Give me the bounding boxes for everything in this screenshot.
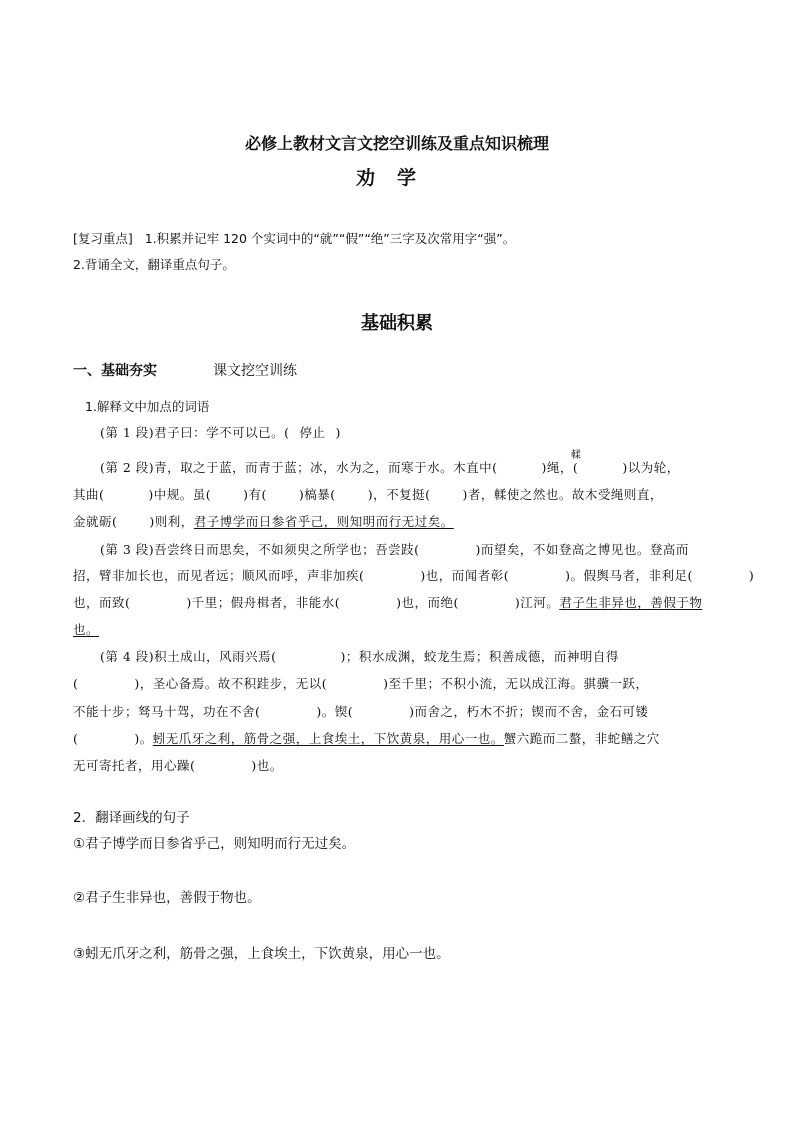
para4-line-3	[73, 702, 649, 720]
lesson-title: 劝学	[355, 167, 438, 189]
para2-text: )，不复挺(	[367, 487, 431, 502]
para3-text: )也，而闻者彰(	[420, 568, 510, 583]
translate-sentence-2: ②君子生非异也，善假于物也。	[73, 890, 261, 906]
para4-text: )至千里；不积小流，无以成江海。骐骥一跃，	[383, 676, 649, 691]
para2-text: )槁暴(	[298, 487, 336, 502]
underlined-sentence-2-end: 也。	[73, 622, 100, 637]
para4-text: 不能十步；驽马十驾，功在不舍(	[73, 704, 261, 719]
para4-text: )也。	[251, 758, 283, 773]
para4-text: (	[73, 731, 79, 746]
para4-line-1	[100, 647, 619, 665]
ruby-char	[570, 450, 582, 475]
para2-text: )绳，	[541, 460, 573, 475]
exercise2-heading: 2．翻译画线的句子	[73, 810, 190, 826]
para3-line-1	[100, 540, 689, 558]
underlined-sentence-3: 蚓无爪牙之利，筋骨之强，上食埃土，下饮黄泉，用心一也。	[152, 731, 504, 746]
para4-line-5	[73, 756, 283, 774]
para1-close: )	[335, 425, 341, 440]
para4-text: )。	[134, 731, 153, 746]
para4-text: (第 4 段)积土成山，风雨兴焉(	[100, 649, 277, 664]
para2-line-1	[100, 450, 680, 476]
translate-sentence-3: ③蚓无爪牙之利，筋骨之强，上食埃土，下饮黄泉，用心一也。	[73, 946, 450, 962]
para4-text: 蟹六跪而二螯，非蛇鳝之穴	[503, 731, 660, 746]
para1-answer: 停止	[299, 425, 326, 440]
para1-text: (第 1 段)君子曰：学不可以已。(	[100, 425, 290, 440]
para2-text: (第 2 段)青，取之于蓝，而青于蓝；冰，水为之，而寒于水。木直中(	[100, 460, 498, 475]
para1-line	[100, 423, 341, 441]
para4-text: 无可寄托者，用心躁(	[73, 758, 196, 773]
part1-subtitle: 课文挖空训练	[213, 363, 297, 379]
para4-text: )，圣心备焉。故不积跬步，无以(	[134, 676, 328, 691]
translate-sentence-1: ①君子博学而日参省乎己，则知明而行无过矣。	[73, 836, 356, 852]
para3-text: (第 3 段)吾尝终日而思矣，不如须臾之所学也；吾尝跂(	[100, 542, 420, 557]
exercise1-heading: 1.解释文中加点的词语	[85, 399, 210, 414]
part1-heading	[73, 360, 297, 380]
para2-text: )者，輮使之然也。故木受绳则直，	[462, 487, 663, 502]
para3-text: )。假舆马者，非利足(	[565, 568, 693, 583]
underlined-sentence-2: 君子生非异也，善假于物	[559, 595, 703, 610]
section-title: 基础积累	[361, 313, 433, 334]
document-title: 必修上教材文言文挖空训练及重点知识梳理	[244, 134, 549, 153]
para4-text: )；积水成渊，蛟龙生焉；积善成德，而神明自得	[340, 649, 619, 664]
para2-text: )中规。虽(	[148, 487, 212, 502]
para3-text: )	[748, 568, 755, 583]
para4-text: )而舍之，朽木不折；锲而不舍，金石可镂	[409, 704, 649, 719]
para3-text: 也，而致(	[73, 595, 131, 610]
para2-text: 其曲(	[73, 487, 105, 502]
para2-text: )有(	[243, 487, 267, 502]
review-tag: [复习重点]	[73, 231, 133, 246]
para3-text: )也，而绝(	[396, 595, 459, 610]
para4-text: (	[73, 676, 79, 691]
para3-line-3	[73, 593, 702, 611]
para3-line-4	[73, 620, 99, 638]
para3-text: 招，臂非加长也，而见者远；顺风而呼，声非加疾(	[73, 568, 365, 583]
para2-text: (	[572, 460, 579, 475]
underlined-sentence-1: 君子博学而日参省乎己，则知明而行无过矣。	[193, 514, 454, 529]
para2-text: 金就砺(	[73, 514, 118, 529]
review-text-1: 1.积累并记牢 120 个实词中的“就”“假”“绝”三字及次常用字“强”。	[144, 231, 516, 246]
part1-title: 一、基础夯实	[73, 363, 157, 379]
review-point-2: 2.背诵全文，翻译重点句子。	[73, 257, 235, 272]
para4-line-4	[73, 729, 660, 747]
para2-text: )则利，	[149, 514, 194, 529]
ruby-annotation: 輮	[570, 450, 582, 461]
para4-line-2	[73, 674, 649, 692]
para4-text: )。锲(	[316, 704, 354, 719]
para3-text: )江河。	[514, 595, 560, 610]
para2-line-3	[73, 512, 454, 530]
review-point-1	[73, 229, 515, 247]
para2-line-2	[73, 485, 663, 503]
para3-text: )千里；假舟楫者，非能水(	[186, 595, 341, 610]
para2-text: )以为轮，	[622, 460, 680, 475]
para3-line-2	[73, 566, 754, 584]
para3-text: )而望矣，不如登高之博见也。登高而	[475, 542, 689, 557]
